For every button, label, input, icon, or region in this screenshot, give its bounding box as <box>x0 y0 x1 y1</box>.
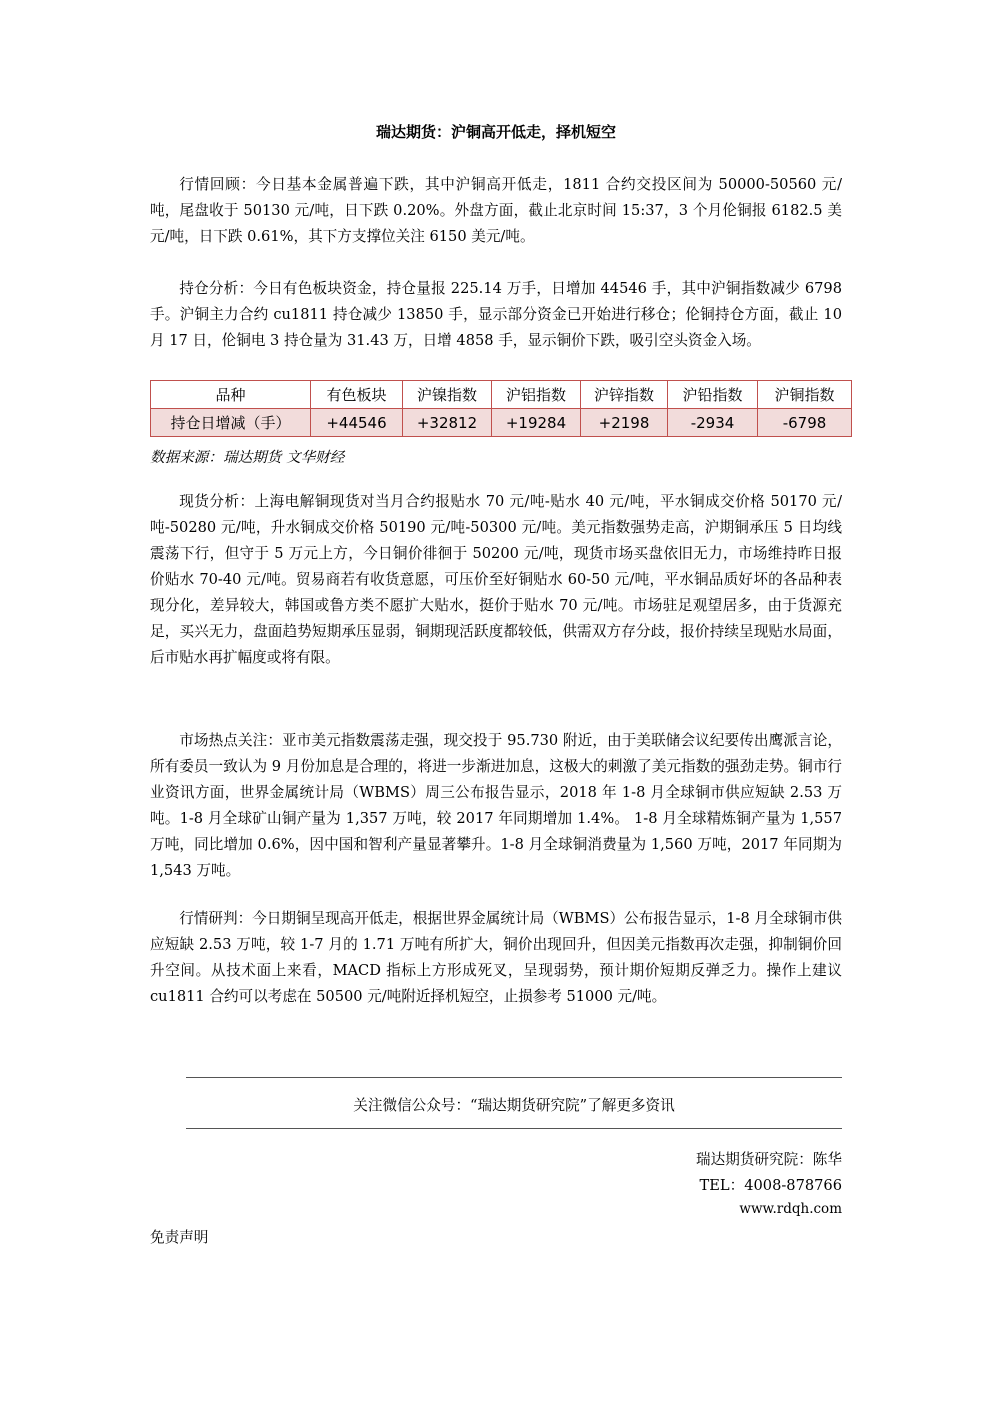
table-cell: -6798 <box>758 409 852 437</box>
table-header-cell: 品种 <box>151 381 311 409</box>
market-outlook-paragraph: 行情研判：今日期铜呈现高开低走，根据世界金属统计局（WBMS）公布报告显示，1-8 月全球铜市供应短缺 2.53 万吨，较 1-7 月的 1.71 万吨有所扩大，铜价出现回升，但因美元指数再次走强，抑制铜价回升空间。从技术面上来看，MACD 指标上方形成死叉，呈现弱势，预计期价短期反弹乏力。操作上建议 cu1811 合约可以考虑在 50500 元/吨附近择机短空，止损参考 51000 元/吨。 <box>150 910 842 1005</box>
table-row <box>151 409 852 437</box>
data-source-note: 数据来源：瑞达期货 文华财经 <box>150 449 345 466</box>
table-header-cell: 沪锌指数 <box>581 381 668 409</box>
table-header-cell: 有色板块 <box>311 381 403 409</box>
table-header-cell: 沪铝指数 <box>492 381 581 409</box>
table-cell: +44546 <box>311 409 403 437</box>
table-header-cell: 沪铅指数 <box>668 381 758 409</box>
table-header-cell: 沪镍指数 <box>403 381 492 409</box>
wechat-follow-note: 关注微信公众号：“瑞达期货研究院”了解更多资讯 <box>353 1097 675 1114</box>
table-cell: -2934 <box>668 409 758 437</box>
telephone-line: TEL：4008-878766 <box>699 1177 842 1194</box>
table-header-cell: 沪铜指数 <box>758 381 852 409</box>
table-cell: +19284 <box>492 409 581 437</box>
divider-line <box>186 1128 842 1129</box>
divider-line <box>186 1077 842 1078</box>
disclaimer-heading: 免责声明 <box>150 1229 209 1246</box>
position-change-table <box>150 380 852 437</box>
table-cell: +2198 <box>581 409 668 437</box>
market-hotspot-paragraph: 市场热点关注：亚市美元指数震荡走强，现交投于 95.730 附近，由于美联储会议纪要传出鹰派言论，所有委员一致认为 9 月份加息是合理的，将进一步渐进加息，这极大的刺激了美元指数的强劲走势。铜市行业资讯方面，世界金属统计局（WBMS）周三公布报告显示，2018 年 1-8 月全球铜市供应短缺 2.53 万吨。1-8 月全球矿山铜产量为 1,357 万吨，较 2017 年同期增加 1.4%。 1-8 月全球精炼铜产量为 1,557 万吨，同比增加 0.6%，因中国和智利产量显著攀升。1-8 月全球铜消费量为 1,560 万吨，2017 年同期为 1,543 万吨。 <box>150 732 842 879</box>
website-link[interactable]: www.rdqh.com <box>739 1201 842 1217</box>
author-line: 瑞达期货研究院：陈华 <box>696 1151 842 1168</box>
position-analysis-paragraph: 持仓分析：今日有色板块资金，持仓量报 225.14 万手，日增加 44546 手，其中沪铜指数减少 6798 手。沪铜主力合约 cu1811 持仓减少 13850 手，显示部分资金已开始进行移仓；伦铜持仓方面，截止 10 月 17 日，伦铜电 3 持仓量为 31.43 万，日增 4858 手，显示铜价下跌，吸引空头资金入场。 <box>150 280 842 349</box>
spot-analysis-paragraph: 现货分析：上海电解铜现货对当月合约报贴水 70 元/吨-贴水 40 元/吨，平水铜成交价格 50170 元/吨-50280 元/吨，升水铜成交价格 50190 元/吨-50300 元/吨。美元指数强势走高，沪期铜承压 5 日均线震荡下行，但守于 5 万元上方，今日铜价徘徊于 50200 元/吨，现货市场买盘依旧无力，市场维持昨日报价贴水 70-40 元/吨。贸易商若有收货意愿，可压价至好铜贴水 60-50 元/吨，平水铜品质好坏的各品种表现分化，差异较大，韩国或鲁方类不愿扩大贴水，挺价于贴水 70 元/吨。市场驻足观望居多，由于货源充足，买兴无力，盘面趋势短期承压显弱，铜期现活跃度都较低，供需双方存分歧，报价持续呈现贴水局面，后市贴水再扩幅度或将有限。 <box>150 493 842 666</box>
table-header-row <box>151 381 852 409</box>
market-review-paragraph: 行情回顾：今日基本金属普遍下跌，其中沪铜高开低走，1811 合约交投区间为 50000-50560 元/吨，尾盘收于 50130 元/吨，日下跌 0.20%。外盘方面，截止北京时间 15:37，3 个月伦铜报 6182.5 美元/吨，日下跌 0.61%，其下方支撑位关注 6150 美元/吨。 <box>150 176 842 245</box>
table-cell: 持仓日增减（手） <box>151 409 311 437</box>
page-title: 瑞达期货：沪铜高开低走，择机短空 <box>375 123 616 141</box>
table-cell: +32812 <box>403 409 492 437</box>
